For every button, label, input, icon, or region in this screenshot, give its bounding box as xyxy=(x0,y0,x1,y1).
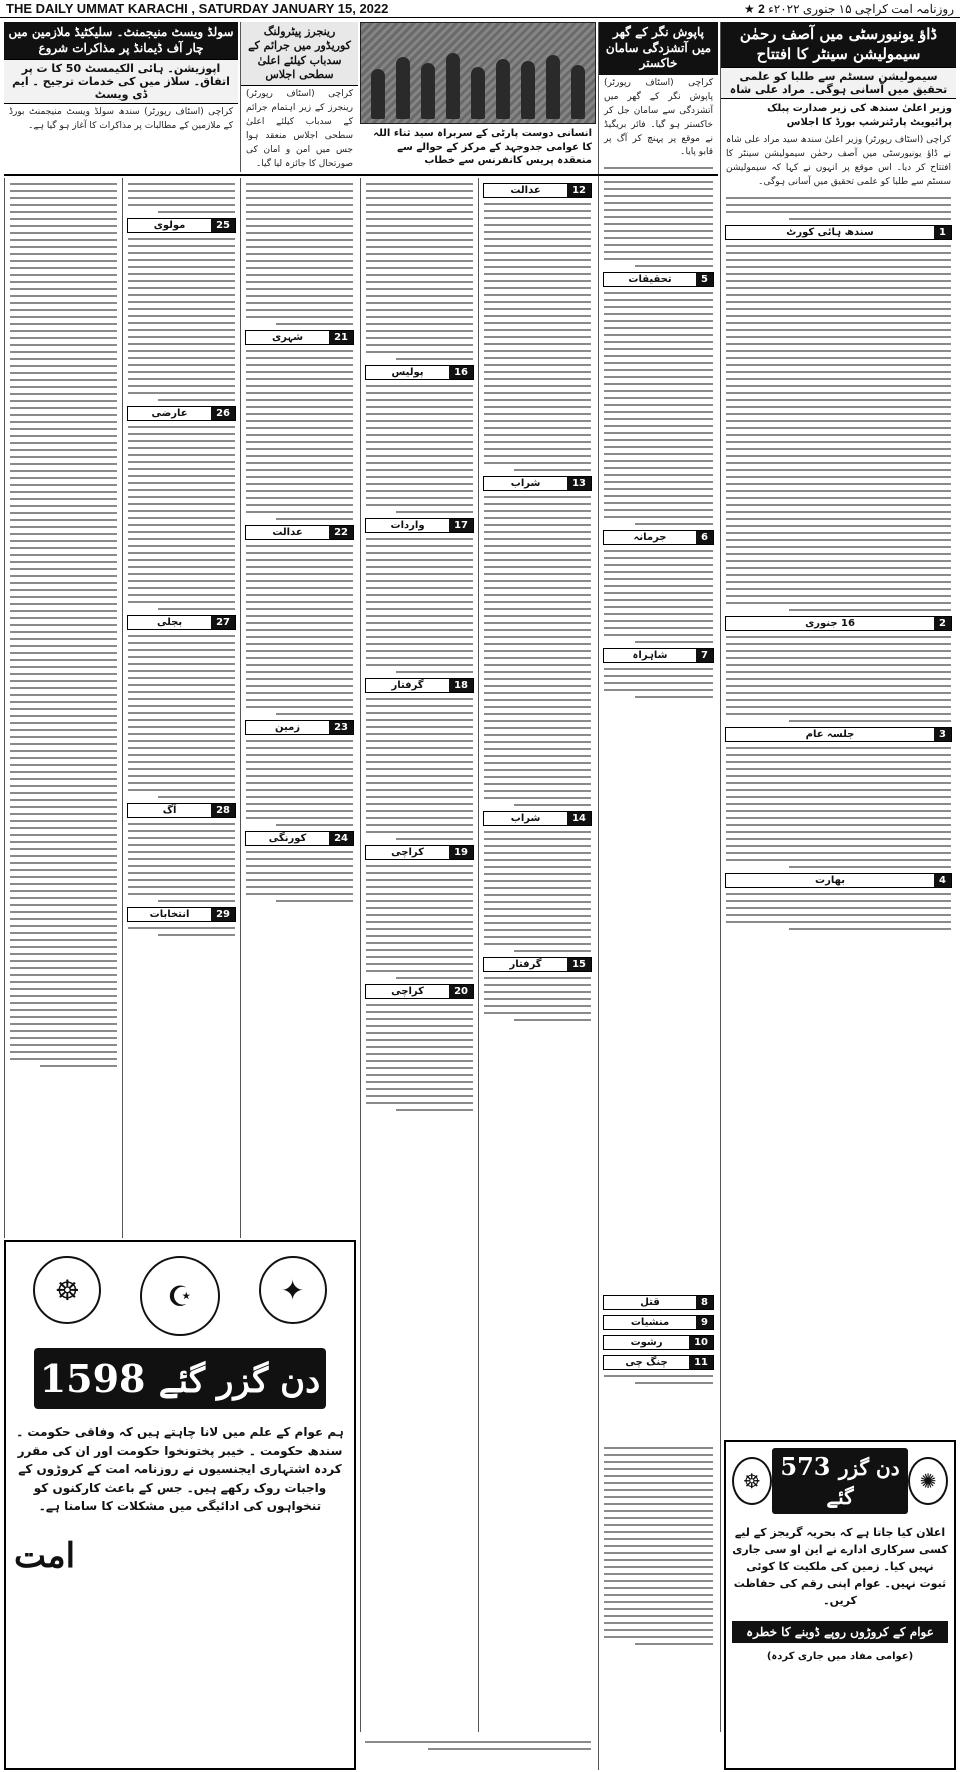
column-fire-bottom xyxy=(598,1442,718,1770)
days-counter-right: 573 دن گزر گئے xyxy=(772,1448,909,1514)
column-solid-waste xyxy=(4,22,238,172)
item-header-20: 20 کراچی xyxy=(365,984,474,999)
body-university: کراچی (اسٹاف رپورٹر) وزیر اعلیٰ سندھ سید مراد علی شاہ نے ڈاؤ یونیورسٹی میں آصف رحمٰن سیمولیشن سینٹر کا افتتاح کر دیا۔ اس موقع پر انہوں نے کہا کہ سیمولیشن سسٹم سے طلبا کو علمی تحقیق میں آسانی ہوگی۔ xyxy=(726,135,951,187)
sindh-emblem-icon: ☸ xyxy=(33,1256,101,1324)
column-mid-b xyxy=(360,178,478,1732)
headline-university: ڈاؤ یونیورسٹی میں آصف رحمٰن سیمولیشن سینٹر کا افتتاح xyxy=(721,22,956,67)
item-header-13: 13 شراب xyxy=(483,476,592,491)
pakistan-emblem-icon: ☪ xyxy=(140,1256,220,1336)
item-header-29: 29 انتخابات xyxy=(127,907,236,922)
item-header-11: 11 چنگ چی xyxy=(603,1355,714,1370)
item-header-12: 12 عدالت xyxy=(483,183,592,198)
item-header-2: 2 16 جنوری xyxy=(725,616,952,631)
item-header-14: 14 شراب xyxy=(483,811,592,826)
divider-rule xyxy=(4,174,718,176)
masthead-urdu: روزنامہ امت کراچی ۱۵ جنوری ۲۰۲۲ء 2 ★ xyxy=(743,1,954,16)
headline-fire: پاپوش نگر کے گھر میں آتشزدگی سامان خاکستر xyxy=(599,22,718,75)
photo-block xyxy=(360,22,596,172)
kicker-university: وزیر اعلیٰ سندھ کی زیر صدارت پبلک پرائیویٹ پارٹنرشپ بورڈ کا اجلاس xyxy=(767,103,952,128)
masthead-bar xyxy=(0,0,960,18)
body-rangers: کراچی (اسٹاف رپورٹر) رینجرز کے زیر اہتمام جرائم کے سدباب کیلئے اعلیٰ سطحی اجلاس منعقد ہوا جس میں امن و امان کی صورتحال کا جائزہ لیا گیا۔ xyxy=(246,89,353,169)
news-photo xyxy=(360,22,596,124)
item-header-8: 8 قتل xyxy=(603,1295,714,1310)
headline-rangers: رینجرز پیٹرولنگ کوریڈور میں جرائم کے سدباب کیلئے اعلیٰ سطحی اجلاس xyxy=(241,22,358,86)
seal-right-icon: ✺ xyxy=(908,1457,948,1505)
body-fire: کراچی (اسٹاف رپورٹر) پاپوش نگر کے گھر میں آتشزدگی سے سامان جل کر خاکستر ہو گیا۔ فائر بریگیڈ نے موقع پر پہنچ کر آگ پر قابو پایا۔ xyxy=(604,77,713,158)
item-header-6: 6 جرمانہ xyxy=(603,530,714,545)
column-bottom-strip xyxy=(360,1736,596,1770)
ummat-signature: امت xyxy=(14,1535,76,1576)
emblem-row xyxy=(14,1256,346,1336)
column-mid-c xyxy=(240,178,358,1238)
ad-1598-days xyxy=(4,1240,356,1770)
item-header-21: 21 شہری xyxy=(245,330,354,345)
item-header-26: 26 عارضی xyxy=(127,406,236,421)
item-header-1: 1 سندھ ہائی کورٹ xyxy=(725,225,952,240)
column-items-8-11 xyxy=(598,1290,718,1440)
item-header-25: 25 مولوی xyxy=(127,218,236,233)
ad-right-footer: عوام کے کروڑوں روپے ڈوبنے کا خطرہ xyxy=(732,1621,948,1643)
column-mid-a xyxy=(478,178,596,1732)
ad-right-text: اعلان کیا جاتا ہے کہ بحریہ گریجز کے لیے کسی سرکاری ادارے نے این او سی جاری نہیں کیا۔ زمین کی ملکیت کا کوئی ثبوت نہیں۔ عوام اپنی رقم کی حفاظت کریں۔ xyxy=(732,1526,948,1608)
item-header-7: 7 شاہراہ xyxy=(603,648,714,663)
column-rangers xyxy=(240,22,358,172)
ad-right-note: (عوامی مفاد میں جاری کردہ) xyxy=(766,1651,914,1663)
item-header-28: 28 آگ xyxy=(127,803,236,818)
ad-573-days xyxy=(724,1440,956,1770)
item-header-18: 18 گرفتار xyxy=(365,678,474,693)
kpk-emblem-icon: ✦ xyxy=(259,1256,327,1324)
item-header-17: 17 واردات xyxy=(365,518,474,533)
masthead-english: THE DAILY UMMAT KARACHI , SATURDAY JANUARY 15, 2022 xyxy=(6,1,389,16)
column-left-a xyxy=(122,178,240,1238)
item-header-19: 19 کراچی xyxy=(365,845,474,860)
column-left-b xyxy=(4,178,122,1238)
subhead-solid-waste: اپوزیشن۔ ہائی الکیمسٹ 50 کا ت پر اتفاق۔ سلاز میں کی خدمات ترجیح ۔ ایم ڈی ویسٹ xyxy=(4,59,238,104)
body-solid-waste: کراچی (اسٹاف رپورٹر) سندھ سولڈ ویسٹ منیجمنٹ بورڈ کے ملازمین کے مطالبات پر مذاکرات کا آغاز ہو گیا ہے۔ xyxy=(9,107,233,132)
item-header-10: 10 رشوت xyxy=(603,1335,714,1350)
ad-left-text: ہم عوام کے علم میں لانا چاہتے ہیں کہ وفاقی حکومت ۔ سندھ حکومت ۔ خیبر پختونخوا حکومت اور ان کی مقرر کردہ اشتہاری ایجنسیوں نے روزنامہ امت کے کروڑوں کے واجبات روک رکھے ہیں۔ جس کے باعث کارکنوں کو تنخواہوں کی ادائیگی میں مشکلات کا سامنا ہے۔ xyxy=(16,1425,344,1514)
item-header-4: 4 بھارت xyxy=(725,873,952,888)
subhead-university: سیمولیشن سسٹم سے طلبا کو علمی تحقیق میں آسانی ہوگی۔ مراد علی شاہ xyxy=(721,67,956,99)
item-header-23: 23 زمین xyxy=(245,720,354,735)
item-header-16: 16 پولیس xyxy=(365,365,474,380)
photo-caption: انسانی دوست پارٹی کے سربراہ سید ثناء اللہ کا عوامی جدوجہد کے مرکز کے حوالے سے منعقدہ پریس کانفرنس سے خطاب xyxy=(373,128,592,166)
item-header-24: 24 کورنگی xyxy=(245,831,354,846)
item-header-5: 5 تحقیقات xyxy=(603,272,714,287)
seal-left-icon: ☸ xyxy=(732,1457,772,1505)
ad-right-header xyxy=(732,1448,948,1514)
item-header-3: 3 جلسہ عام xyxy=(725,727,952,742)
item-header-15: 15 گرفتار xyxy=(483,957,592,972)
item-header-22: 22 عدالت xyxy=(245,525,354,540)
item-header-27: 27 بجلی xyxy=(127,615,236,630)
days-counter: 1598 دن گزر گئے xyxy=(34,1348,326,1409)
item-header-9: 9 منشیات xyxy=(603,1315,714,1330)
text-block xyxy=(721,197,956,220)
headline-solid-waste: سولڈ ویسٹ منیجمنٹ۔ سلیکٹیڈ ملازمین میں چار آف ڈیمانڈ پر مذاکرات شروع xyxy=(4,22,238,59)
